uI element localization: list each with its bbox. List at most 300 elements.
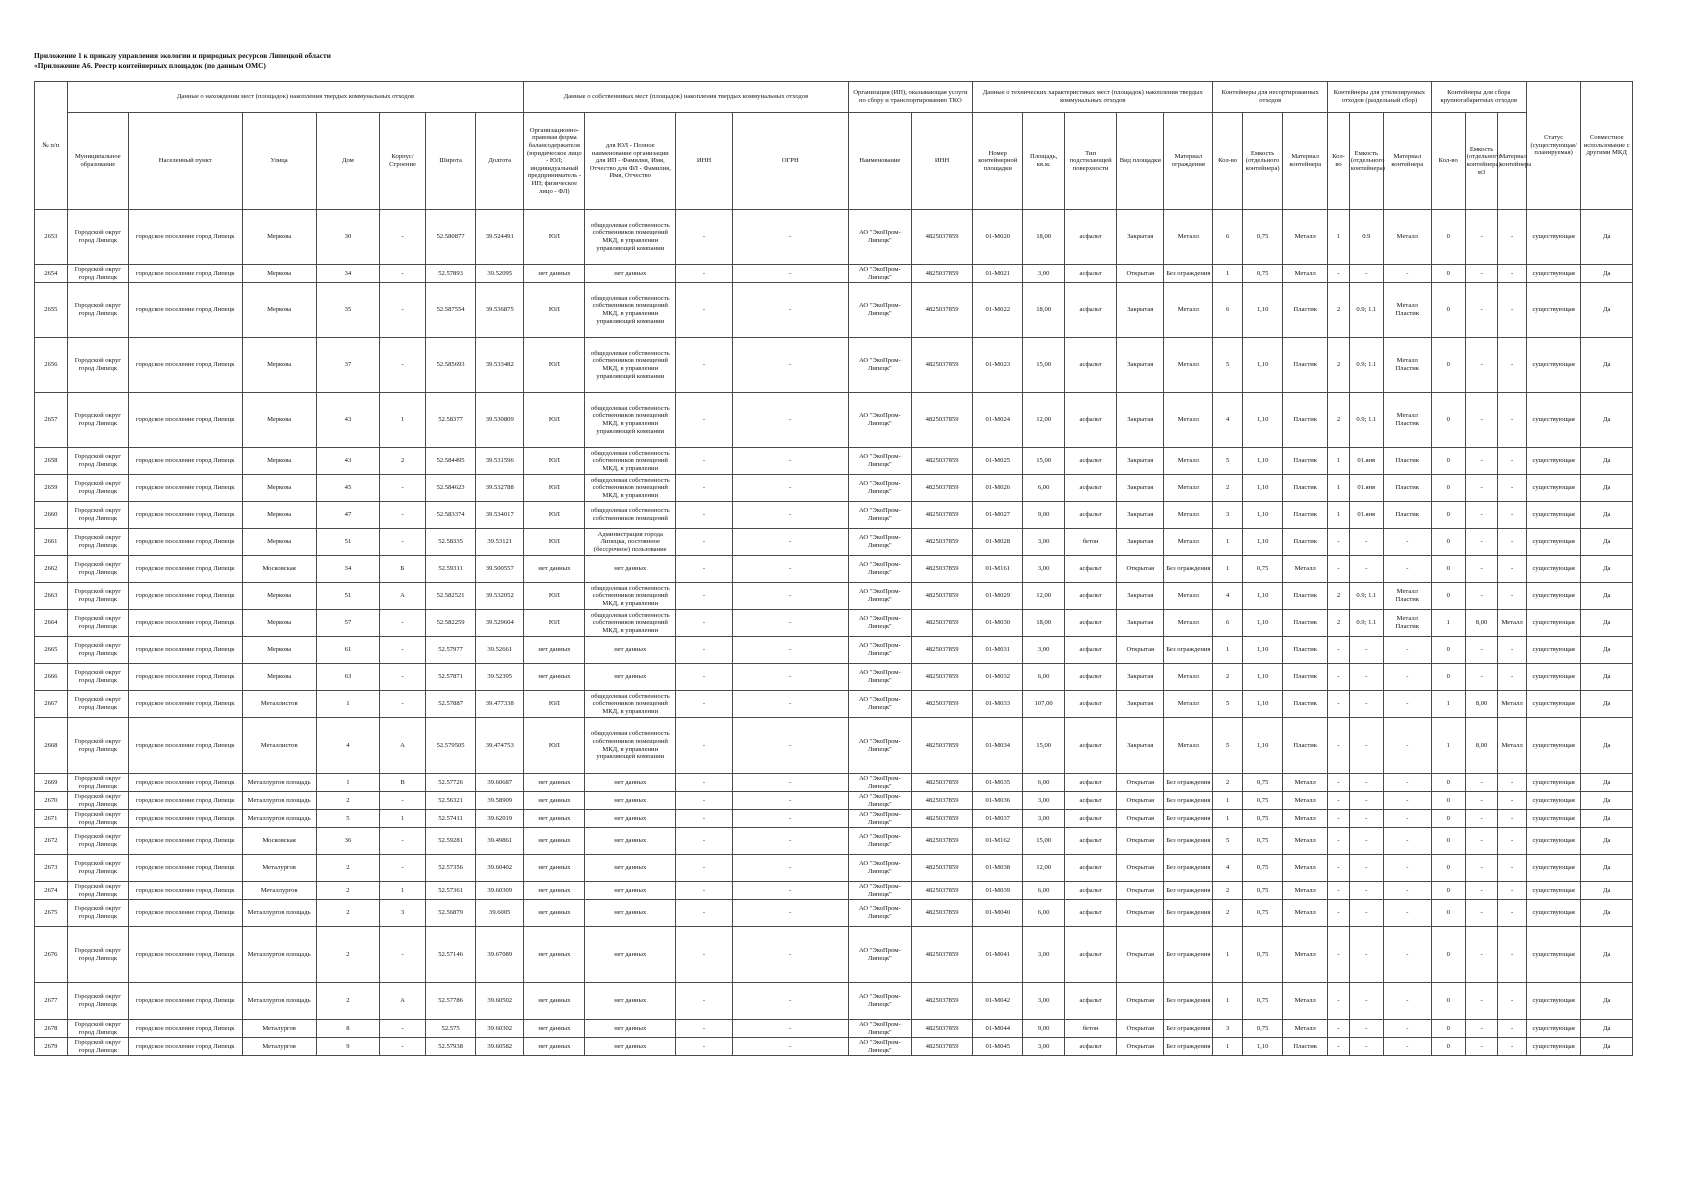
owner-inn-cell: - [676, 529, 733, 556]
status-cell: существующая [1526, 774, 1581, 792]
recycle-material-cell: - [1383, 900, 1431, 927]
bulky-material-cell: - [1498, 664, 1526, 691]
row-number: 2669 [35, 774, 68, 792]
bulky-qty-cell: 0 [1431, 529, 1465, 556]
unsorted-capacity-cell: 0,75 [1242, 828, 1282, 855]
longitude-cell: 39.60309 [476, 882, 524, 900]
unsorted-capacity-cell: 1,10 [1242, 691, 1282, 718]
recycle-qty-cell: - [1328, 828, 1350, 855]
table-row [35, 810, 1633, 828]
recycle-qty-cell: 1 [1328, 210, 1350, 265]
recycle-capacity-cell: - [1349, 664, 1383, 691]
site-type-cell: Открытая [1117, 1020, 1164, 1038]
surface-cell: асфальт [1064, 810, 1116, 828]
operator-name-cell: АО "ЭкоПром-Липецк" [848, 265, 911, 283]
fence-cell: Металл [1164, 502, 1213, 529]
operator-inn-cell: 4825037859 [911, 210, 972, 265]
site-number-cell: 01-М033 [973, 691, 1023, 718]
longitude-cell: 39.60302 [476, 1020, 524, 1038]
recycle-qty-cell: - [1328, 810, 1350, 828]
area-cell: 107,00 [1023, 691, 1065, 718]
building-cell: - [380, 637, 426, 664]
settlement-cell: городское поселение город Липецк [128, 828, 242, 855]
street-cell: Металлургов площадь [242, 810, 316, 828]
site-number-cell: 01-М036 [973, 792, 1023, 810]
bulky-material-cell: Металл [1498, 718, 1526, 774]
site-number-cell: 01-М035 [973, 774, 1023, 792]
latitude-cell: 52.57411 [425, 810, 475, 828]
municipality-cell: Городской округ город Липецк [67, 664, 128, 691]
latitude-cell: 52.57887 [425, 691, 475, 718]
table-row [35, 1038, 1633, 1056]
operator-name-cell: АО "ЭкоПром-Липецк" [848, 448, 911, 475]
building-cell: - [380, 529, 426, 556]
table-row [35, 338, 1633, 393]
site-number-cell: 01-М030 [973, 610, 1023, 637]
operator-name-cell: АО "ЭкоПром-Липецк" [848, 210, 911, 265]
fence-cell: Металл [1164, 610, 1213, 637]
fence-cell: Без ограждения [1164, 927, 1213, 983]
unsorted-qty-cell: 1 [1213, 983, 1242, 1020]
area-cell: 3,00 [1023, 556, 1065, 583]
document-title-line-2: «Приложение А6. Реестр контейнерных площадок (по данным ОМС) [34, 61, 266, 70]
unsorted-capacity-cell: 1,10 [1242, 529, 1282, 556]
unsorted-capacity-cell: 0,75 [1242, 855, 1282, 882]
municipality-cell: Городской округ город Липецк [67, 927, 128, 983]
municipality-cell: Городской округ город Липецк [67, 529, 128, 556]
table-row [35, 393, 1633, 448]
unsorted-material-cell: Металл [1283, 792, 1328, 810]
bulky-qty-cell: 0 [1431, 983, 1465, 1020]
settlement-cell: городское поселение город Липецк [128, 792, 242, 810]
house-cell: 37 [316, 338, 379, 393]
house-cell: 4 [316, 718, 379, 774]
status-cell: существующая [1526, 583, 1581, 610]
bulky-capacity-cell: - [1465, 475, 1498, 502]
operator-inn-cell: 4825037859 [911, 792, 972, 810]
header-group-tech: Данные о технических характеристиках мест (площадок) накопления твердых коммунальных отходов [973, 82, 1213, 113]
owner-ogrn-cell: - [732, 828, 848, 855]
unsorted-material-cell: Пластик [1283, 1038, 1328, 1056]
status-cell: существующая [1526, 529, 1581, 556]
area-cell: 15,00 [1023, 448, 1065, 475]
site-number-cell: 01-М031 [973, 637, 1023, 664]
bulky-material-cell: - [1498, 637, 1526, 664]
operator-inn-cell: 4825037859 [911, 927, 972, 983]
shared-use-cell: Да [1581, 1020, 1633, 1038]
status-cell: существующая [1526, 475, 1581, 502]
owner-name-cell: нет данных [585, 900, 676, 927]
owner-inn-cell: - [676, 718, 733, 774]
status-cell: существующая [1526, 637, 1581, 664]
longitude-cell: 39.62019 [476, 810, 524, 828]
owner-name-cell: общедолевая собственность собственников помещений [585, 502, 676, 529]
unsorted-material-cell: Пластик [1283, 583, 1328, 610]
recycle-qty-cell: - [1328, 927, 1350, 983]
house-cell: 34 [316, 556, 379, 583]
longitude-cell: 39.49861 [476, 828, 524, 855]
header-longitude: Долгота [476, 113, 524, 210]
recycle-material-cell: - [1383, 529, 1431, 556]
house-cell: 2 [316, 792, 379, 810]
fence-cell: Без ограждения [1164, 900, 1213, 927]
municipality-cell: Городской округ город Липецк [67, 900, 128, 927]
header-street: Улица [242, 113, 316, 210]
operator-inn-cell: 4825037859 [911, 1020, 972, 1038]
unsorted-material-cell: Пластик [1283, 718, 1328, 774]
owner-ogrn-cell: - [732, 610, 848, 637]
building-cell: 2 [380, 448, 426, 475]
legal-form-cell: ЮЛ [524, 529, 585, 556]
owner-name-cell: нет данных [585, 1020, 676, 1038]
street-cell: Меркова [242, 338, 316, 393]
municipality-cell: Городской округ город Липецк [67, 502, 128, 529]
unsorted-qty-cell: 1 [1213, 529, 1242, 556]
recycle-qty-cell: 1 [1328, 475, 1350, 502]
settlement-cell: городское поселение город Липецк [128, 691, 242, 718]
header-legal-form: Организационно-правовая форма балансодержателя (юридическое лицо - ЮЛ; индивидуальный предприниматель - ИП; физическое лицо - ФЛ) [524, 113, 585, 210]
longitude-cell: 39.500557 [476, 556, 524, 583]
recycle-capacity-cell: - [1349, 774, 1383, 792]
row-number: 2664 [35, 610, 68, 637]
longitude-cell: 39.531596 [476, 448, 524, 475]
area-cell: 15,00 [1023, 718, 1065, 774]
operator-inn-cell: 4825037859 [911, 1038, 972, 1056]
legal-form-cell: нет данных [524, 855, 585, 882]
longitude-cell: 39.533482 [476, 338, 524, 393]
fence-cell: Металл [1164, 393, 1213, 448]
longitude-cell: 39.532788 [476, 475, 524, 502]
latitude-cell: 52.583374 [425, 502, 475, 529]
building-cell: - [380, 828, 426, 855]
latitude-cell: 52.579505 [425, 718, 475, 774]
bulky-material-cell: - [1498, 774, 1526, 792]
status-cell: существующая [1526, 393, 1581, 448]
latitude-cell: 52.57977 [425, 637, 475, 664]
legal-form-cell: ЮЛ [524, 475, 585, 502]
operator-name-cell: АО "ЭкоПром-Липецк" [848, 882, 911, 900]
fence-cell: Без ограждения [1164, 882, 1213, 900]
status-cell: существующая [1526, 502, 1581, 529]
building-cell: - [380, 855, 426, 882]
surface-cell: асфальт [1064, 556, 1116, 583]
shared-use-cell: Да [1581, 1038, 1633, 1056]
operator-name-cell: АО "ЭкоПром-Липецк" [848, 637, 911, 664]
owner-inn-cell: - [676, 448, 733, 475]
owner-inn-cell: - [676, 855, 733, 882]
house-cell: 51 [316, 583, 379, 610]
operator-name-cell: АО "ЭкоПром-Липецк" [848, 583, 911, 610]
site-type-cell: Открытая [1117, 1038, 1164, 1056]
shared-use-cell: Да [1581, 502, 1633, 529]
row-number: 2666 [35, 664, 68, 691]
recycle-capacity-cell: - [1349, 265, 1383, 283]
unsorted-capacity-cell: 0,75 [1242, 983, 1282, 1020]
street-cell: Меркова [242, 583, 316, 610]
owner-name-cell: нет данных [585, 664, 676, 691]
legal-form-cell: нет данных [524, 927, 585, 983]
street-cell: Металлургов площадь [242, 900, 316, 927]
fence-cell: Металл [1164, 529, 1213, 556]
unsorted-capacity-cell: 0,75 [1242, 882, 1282, 900]
header-site-number: Номер контейнерной площадки [973, 113, 1023, 210]
owner-inn-cell: - [676, 637, 733, 664]
unsorted-material-cell: Металл [1283, 900, 1328, 927]
operator-inn-cell: 4825037859 [911, 283, 972, 338]
recycle-material-cell: - [1383, 691, 1431, 718]
table-row [35, 983, 1633, 1020]
latitude-cell: 52.582521 [425, 583, 475, 610]
owner-ogrn-cell: - [732, 502, 848, 529]
building-cell: - [380, 1020, 426, 1038]
bulky-material-cell: - [1498, 1020, 1526, 1038]
operator-inn-cell: 4825037859 [911, 610, 972, 637]
site-number-cell: 01-М038 [973, 855, 1023, 882]
unsorted-qty-cell: 5 [1213, 718, 1242, 774]
owner-ogrn-cell: - [732, 265, 848, 283]
bulky-capacity-cell: - [1465, 556, 1498, 583]
area-cell: 12,00 [1023, 583, 1065, 610]
latitude-cell: 52.57938 [425, 1038, 475, 1056]
recycle-material-cell: Металл [1383, 210, 1431, 265]
unsorted-qty-cell: 3 [1213, 502, 1242, 529]
recycle-capacity-cell: - [1349, 1038, 1383, 1056]
area-cell: 3,00 [1023, 792, 1065, 810]
recycle-material-cell: - [1383, 1038, 1431, 1056]
recycle-capacity-cell: 0.9; 1.1 [1349, 283, 1383, 338]
owner-ogrn-cell: - [732, 983, 848, 1020]
recycle-material-cell: Металл Пластик [1383, 610, 1431, 637]
unsorted-material-cell: Металл [1283, 265, 1328, 283]
recycle-capacity-cell: - [1349, 900, 1383, 927]
recycle-qty-cell: 1 [1328, 448, 1350, 475]
site-type-cell: Закрытая [1117, 338, 1164, 393]
unsorted-material-cell: Пластик [1283, 529, 1328, 556]
table-header [35, 82, 1633, 210]
street-cell: Металлургов площадь [242, 983, 316, 1020]
street-cell: Металургов [242, 1020, 316, 1038]
bulky-capacity-cell: - [1465, 265, 1498, 283]
site-type-cell: Закрытая [1117, 393, 1164, 448]
status-cell: существующая [1526, 610, 1581, 637]
recycle-capacity-cell: - [1349, 810, 1383, 828]
table-row [35, 502, 1633, 529]
recycle-capacity-cell: 0.9; 1.1 [1349, 393, 1383, 448]
house-cell: 63 [316, 664, 379, 691]
site-type-cell: Закрытая [1117, 583, 1164, 610]
unsorted-material-cell: Металл [1283, 1020, 1328, 1038]
owner-ogrn-cell: - [732, 927, 848, 983]
unsorted-material-cell: Металл [1283, 983, 1328, 1020]
legal-form-cell: нет данных [524, 983, 585, 1020]
header-owner-name: для ЮЛ - Полное наименование организации для ИП - Фамилия, Имя, Отчество для ФЛ - Фамилия, Имя, Отчество [585, 113, 676, 210]
site-number-cell: 01-М021 [973, 265, 1023, 283]
municipality-cell: Городской округ город Липецк [67, 983, 128, 1020]
status-cell: существующая [1526, 265, 1581, 283]
longitude-cell: 39.58909 [476, 792, 524, 810]
recycle-material-cell: - [1383, 828, 1431, 855]
unsorted-qty-cell: 2 [1213, 774, 1242, 792]
house-cell: 2 [316, 855, 379, 882]
table-row [35, 855, 1633, 882]
municipality-cell: Городской округ город Липецк [67, 265, 128, 283]
settlement-cell: городское поселение город Липецк [128, 810, 242, 828]
house-cell: 30 [316, 210, 379, 265]
table-row [35, 583, 1633, 610]
owner-ogrn-cell: - [732, 475, 848, 502]
site-type-cell: Закрытая [1117, 529, 1164, 556]
fence-cell: Без ограждения [1164, 983, 1213, 1020]
owner-ogrn-cell: - [732, 810, 848, 828]
surface-cell: асфальт [1064, 691, 1116, 718]
operator-name-cell: АО "ЭкоПром-Липецк" [848, 983, 911, 1020]
latitude-cell: 52.57356 [425, 855, 475, 882]
table-row [35, 927, 1633, 983]
owner-inn-cell: - [676, 1038, 733, 1056]
house-cell: 51 [316, 529, 379, 556]
area-cell: 9,00 [1023, 502, 1065, 529]
longitude-cell: 39.53121 [476, 529, 524, 556]
row-number: 2658 [35, 448, 68, 475]
bulky-qty-cell: 0 [1431, 583, 1465, 610]
unsorted-material-cell: Металл [1283, 927, 1328, 983]
table-row [35, 792, 1633, 810]
recycle-qty-cell: - [1328, 900, 1350, 927]
bulky-material-cell: - [1498, 855, 1526, 882]
header-building: Корпус/Строение [380, 113, 426, 210]
owner-inn-cell: - [676, 1020, 733, 1038]
house-cell: 2 [316, 983, 379, 1020]
owner-name-cell: нет данных [585, 810, 676, 828]
shared-use-cell: Да [1581, 338, 1633, 393]
recycle-material-cell: - [1383, 882, 1431, 900]
bulky-qty-cell: 0 [1431, 556, 1465, 583]
settlement-cell: городское поселение город Липецк [128, 283, 242, 338]
recycle-material-cell: - [1383, 983, 1431, 1020]
building-cell: - [380, 610, 426, 637]
latitude-cell: 52.587554 [425, 283, 475, 338]
recycle-capacity-cell: 0.9 [1349, 210, 1383, 265]
bulky-material-cell: - [1498, 475, 1526, 502]
site-number-cell: 01-М034 [973, 718, 1023, 774]
owner-name-cell: общедолевая собственность собственников помещений МКД, в управлении [585, 691, 676, 718]
recycle-material-cell: - [1383, 792, 1431, 810]
recycle-material-cell: Металл Пластик [1383, 583, 1431, 610]
recycle-material-cell: - [1383, 718, 1431, 774]
recycle-qty-cell: - [1328, 1020, 1350, 1038]
owner-ogrn-cell: - [732, 210, 848, 265]
row-number: 2655 [35, 283, 68, 338]
unsorted-material-cell: Пластик [1283, 637, 1328, 664]
unsorted-capacity-cell: 1,10 [1242, 502, 1282, 529]
recycle-qty-cell: - [1328, 718, 1350, 774]
row-number: 2677 [35, 983, 68, 1020]
legal-form-cell: ЮЛ [524, 283, 585, 338]
latitude-cell: 52.575 [425, 1020, 475, 1038]
bulky-capacity-cell: - [1465, 529, 1498, 556]
site-type-cell: Открытая [1117, 828, 1164, 855]
unsorted-qty-cell: 1 [1213, 1038, 1242, 1056]
unsorted-material-cell: Пластик [1283, 610, 1328, 637]
unsorted-capacity-cell: 0,75 [1242, 210, 1282, 265]
recycle-qty-cell: 2 [1328, 610, 1350, 637]
operator-inn-cell: 4825037859 [911, 691, 972, 718]
area-cell: 18,00 [1023, 210, 1065, 265]
settlement-cell: городское поселение город Липецк [128, 983, 242, 1020]
recycle-capacity-cell: 0.9; 1.1 [1349, 583, 1383, 610]
site-number-cell: 01-М042 [973, 983, 1023, 1020]
site-number-cell: 01-М161 [973, 556, 1023, 583]
bulky-capacity-cell: - [1465, 810, 1498, 828]
bulky-material-cell: - [1498, 448, 1526, 475]
fence-cell: Без ограждения [1164, 1038, 1213, 1056]
site-number-cell: 01-М032 [973, 664, 1023, 691]
legal-form-cell: ЮЛ [524, 448, 585, 475]
legal-form-cell: ЮЛ [524, 393, 585, 448]
street-cell: Меркова [242, 210, 316, 265]
bulky-qty-cell: 0 [1431, 210, 1465, 265]
area-cell: 3,00 [1023, 265, 1065, 283]
bulky-capacity-cell: - [1465, 283, 1498, 338]
surface-cell: асфальт [1064, 882, 1116, 900]
operator-name-cell: АО "ЭкоПром-Липецк" [848, 927, 911, 983]
site-number-cell: 01-М162 [973, 828, 1023, 855]
operator-name-cell: АО "ЭкоПром-Липецк" [848, 664, 911, 691]
status-cell: существующая [1526, 718, 1581, 774]
street-cell: Металлистов [242, 718, 316, 774]
operator-name-cell: АО "ЭкоПром-Липецк" [848, 1038, 911, 1056]
area-cell: 3,00 [1023, 983, 1065, 1020]
recycle-capacity-cell: 0.9; 1.1 [1349, 610, 1383, 637]
header-bulky-capacity: Емкость (отдельного контейнера) м3 [1465, 113, 1498, 210]
table-row [35, 283, 1633, 338]
row-number: 2668 [35, 718, 68, 774]
house-cell: 47 [316, 502, 379, 529]
row-number: 2654 [35, 265, 68, 283]
house-cell: 61 [316, 637, 379, 664]
operator-inn-cell: 4825037859 [911, 393, 972, 448]
house-cell: 2 [316, 927, 379, 983]
site-type-cell: Открытая [1117, 265, 1164, 283]
operator-name-cell: АО "ЭкоПром-Липецк" [848, 393, 911, 448]
bulky-capacity-cell: - [1465, 664, 1498, 691]
recycle-qty-cell: - [1328, 637, 1350, 664]
surface-cell: асфальт [1064, 610, 1116, 637]
header-recycle-qty: Кол-во [1328, 113, 1350, 210]
recycle-qty-cell: - [1328, 691, 1350, 718]
recycle-capacity-cell: - [1349, 637, 1383, 664]
unsorted-qty-cell: 5 [1213, 338, 1242, 393]
unsorted-material-cell: Металл [1283, 774, 1328, 792]
area-cell: 6,00 [1023, 774, 1065, 792]
unsorted-qty-cell: 4 [1213, 855, 1242, 882]
fence-cell: Металл [1164, 718, 1213, 774]
bulky-material-cell: - [1498, 882, 1526, 900]
bulky-material-cell: - [1498, 338, 1526, 393]
legal-form-cell: нет данных [524, 1020, 585, 1038]
recycle-qty-cell: 2 [1328, 393, 1350, 448]
longitude-cell: 39.536875 [476, 283, 524, 338]
document-title-line-1: Приложение 1 к приказу управления экологии и природных ресурсов Липецкой области [34, 51, 331, 60]
bulky-material-cell: - [1498, 1038, 1526, 1056]
settlement-cell: городское поселение город Липецк [128, 927, 242, 983]
longitude-cell: 39.60687 [476, 774, 524, 792]
street-cell: Металлургов [242, 882, 316, 900]
unsorted-qty-cell: 1 [1213, 927, 1242, 983]
owner-ogrn-cell: - [732, 792, 848, 810]
operator-inn-cell: 4825037859 [911, 338, 972, 393]
bulky-capacity-cell: 8,00 [1465, 610, 1498, 637]
